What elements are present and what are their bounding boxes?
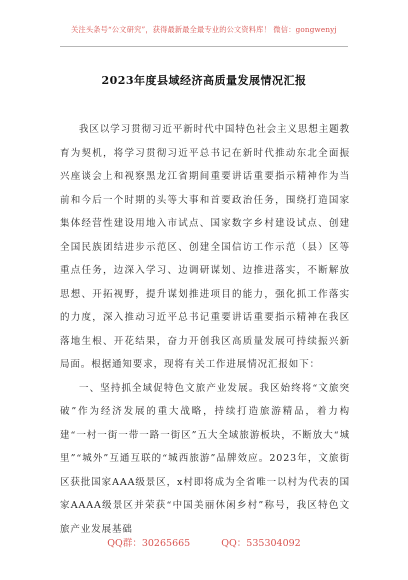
qq-number-text: QQ：535304092 — [221, 538, 301, 549]
qq-group-text: QQ群：30265665 — [107, 538, 191, 549]
paragraph: 一、坚持抓全域促特色文旅产业发展。我区始终将“文旅突破”作为经济发展的重大战略，持续打造旅游精品，着力构建“一村一街一带一路一街区”五大全域旅游板块，不断放大“城里”“城外”互通互联的“城西旅游”品牌效应。2023年，文旅街区获批国家AAA级景区，x村即将成为全省唯一以村为代表的国家AAAA级景区并荣获“中国美丽休闲乡村”称号，我区特色文旅产业发展基础 — [60, 382, 350, 535]
document-title: 2023年度县域经济高质量发展情况汇报 — [101, 74, 307, 87]
document-body — [60, 118, 350, 541]
paragraph: 我区以学习贯彻习近平新时代中国特色社会主义思想主题教育为契机，将学习贯彻习近平总书记在新时代推动东北全面振兴座谈会上和视察黑龙江省期间重要讲话重要指示精神作为当前和今后一个时期的头等大事和首要政治任务，围绕打造国家集体经营性建设用地入市试点、国家数字乡村建设试点、创建全国民族团结进步示范区、创建全国信访工作示范（县）区等重点任务，边深入学习、边调研谋划、边推进落实，不断解放思想、开拓视野，提升谋划推进项目的能力，强化抓工作落实的力度，深入推动习近平总书记重要讲话重要指示精神在我区落地生根、开花结果，奋力开创我区高质量发展可持续振兴新局面。根据通知要求，现将有关工作进展情况汇报如下： — [60, 124, 350, 370]
footer-contact — [0, 535, 408, 549]
header-note: 关注头条号“公文研究”，获得最新最全最专业的公文资料库！ 微信：gongwenyj — [71, 25, 337, 34]
header-divider — [60, 46, 348, 47]
